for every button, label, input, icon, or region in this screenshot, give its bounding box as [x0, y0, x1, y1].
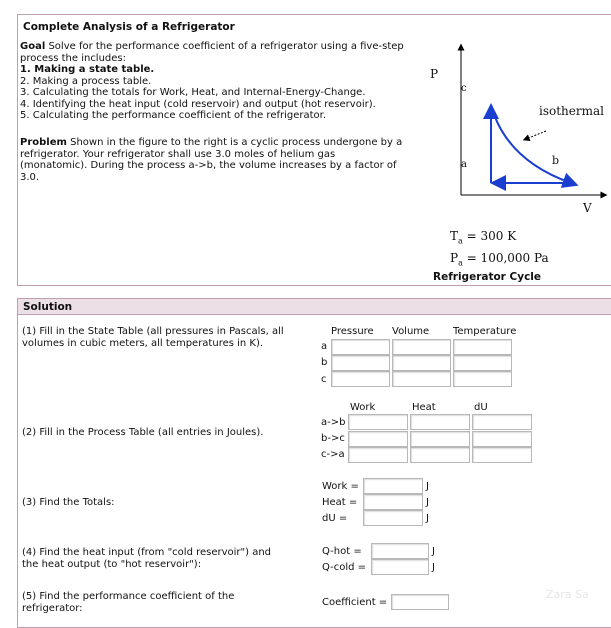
- question-2: (2) Fill in the Process Table (all entries in Joules).: [22, 427, 264, 438]
- state-b-temperature-input[interactable]: [453, 355, 512, 371]
- ta-equation: $T_a = 300$ K: [450, 229, 517, 246]
- process-row-ab: a->b: [321, 417, 346, 428]
- q-hot-unit: J: [432, 546, 435, 557]
- pa-equation: $P_a = 100,000$ Pa: [450, 251, 549, 268]
- state-a-pressure-input[interactable]: [331, 339, 390, 355]
- process-ab-work-input[interactable]: [348, 414, 408, 430]
- goal-line-1: Solve for the performance coefficient of a refrigerator using a five-step: [48, 41, 404, 52]
- coefficient-label: Coefficient =: [322, 597, 388, 608]
- step-4: 4. Identifying the heat input (cold reservoir) and output (hot reservoir).: [20, 98, 376, 110]
- step-2: 2. Making a process table.: [20, 75, 152, 87]
- problem-line-2: refrigerator. Your refrigerator shall use 3.0 moles of helium gas: [20, 148, 336, 160]
- question-5: (5) Find the performance coefficient of the refrigerator:: [22, 591, 235, 614]
- process-ca-heat-input[interactable]: [410, 447, 470, 463]
- watermark-text: Zara Sa: [546, 588, 589, 601]
- solution-title: Solution: [23, 301, 73, 313]
- q-hot-input[interactable]: [371, 543, 429, 559]
- q-cold-label: Q-cold =: [322, 562, 367, 573]
- state-row-c: c: [321, 374, 327, 385]
- step-1: 1. Making a state table.: [20, 64, 155, 75]
- problem-line-1: Shown in the figure to the right is a cyclic process undergone by a: [70, 137, 403, 148]
- state-a-temperature-input[interactable]: [453, 339, 512, 355]
- q-cold-input[interactable]: [371, 559, 429, 575]
- total-work-unit: J: [426, 481, 429, 492]
- state-b-pressure-input[interactable]: [331, 355, 390, 371]
- goal-line-2: process the includes:: [20, 52, 127, 64]
- isothermal-pointer: [526, 131, 546, 139]
- state-c-temperature-input[interactable]: [453, 371, 512, 387]
- process-header-heat: Heat: [412, 402, 436, 413]
- q-cold-unit: J: [432, 562, 435, 573]
- process-bc-du-input[interactable]: [472, 431, 532, 447]
- state-a-volume-input[interactable]: [392, 339, 451, 355]
- goal-label: Goal: [20, 41, 46, 52]
- question-4: (4) Find the heat input (from "cold reservoir") and the heat output (to "hot reservoir"):: [22, 547, 272, 570]
- total-du-label: dU =: [322, 513, 348, 524]
- problem-line-4: 3.0.: [20, 171, 40, 183]
- goal-text: [20, 41, 404, 122]
- step-3: 3. Calculating the totals for Work, Heat, and Internal-Energy-Change.: [20, 87, 366, 98]
- process-bc-heat-input[interactable]: [410, 431, 470, 447]
- process-bc-work-input[interactable]: [348, 431, 408, 447]
- state-header-temperature: Temperature: [453, 326, 517, 337]
- total-heat-label: Heat =: [322, 497, 358, 508]
- process-row-ca: c->a: [321, 449, 345, 460]
- total-heat-input[interactable]: [363, 494, 423, 510]
- state-c-volume-input[interactable]: [392, 371, 451, 387]
- pv-diagram: [426, 35, 611, 205]
- point-b-label: b: [552, 154, 560, 167]
- question-3: (3) Find the Totals:: [22, 497, 115, 508]
- state-b-volume-input[interactable]: [392, 355, 451, 371]
- point-c-label: c: [461, 83, 467, 94]
- isothermal-label: isothermal: [539, 104, 604, 118]
- process-ca-du-input[interactable]: [472, 447, 532, 463]
- process-ab-du-input[interactable]: [472, 414, 532, 430]
- state-row-a: a: [321, 341, 328, 352]
- total-work-label: Work =: [322, 481, 359, 492]
- problem-label: Problem: [20, 137, 67, 148]
- problem-line-3: (monatomic). During the process a->b, the volume increases by a factor of: [20, 160, 397, 171]
- process-row-bc: b->c: [321, 433, 345, 444]
- coefficient-input[interactable]: [391, 594, 449, 610]
- total-heat-unit: J: [426, 497, 429, 508]
- total-du-input[interactable]: [363, 510, 423, 526]
- v-axis-label: V: [583, 201, 592, 215]
- process-header-du: dU: [474, 402, 488, 413]
- process-ab-heat-input[interactable]: [410, 414, 470, 430]
- point-a-label: a: [461, 159, 467, 170]
- problem-panel: [17, 14, 611, 286]
- question-1: (1) Fill in the State Table (all pressures in Pascals, all volumes in cubic meters, all temperatures in K).: [22, 326, 284, 349]
- total-du-unit: J: [426, 513, 429, 524]
- process-ca-work-input[interactable]: [348, 447, 408, 463]
- solution-header: [18, 299, 611, 315]
- state-header-pressure: Pressure: [331, 326, 374, 337]
- state-row-b: b: [321, 357, 328, 368]
- state-c-pressure-input[interactable]: [331, 371, 390, 387]
- process-header-work: Work: [350, 402, 376, 413]
- diagram-caption: Refrigerator Cycle: [433, 271, 542, 283]
- problem-text: [20, 137, 402, 183]
- q-hot-label: Q-hot =: [322, 546, 362, 557]
- state-header-volume: Volume: [392, 326, 430, 337]
- step-5: 5. Calculating the performance coefficient of the refrigerator.: [20, 110, 327, 121]
- problem-title: Complete Analysis of a Refrigerator: [23, 21, 235, 33]
- p-axis-label: P: [430, 67, 439, 81]
- total-work-input[interactable]: [363, 478, 423, 494]
